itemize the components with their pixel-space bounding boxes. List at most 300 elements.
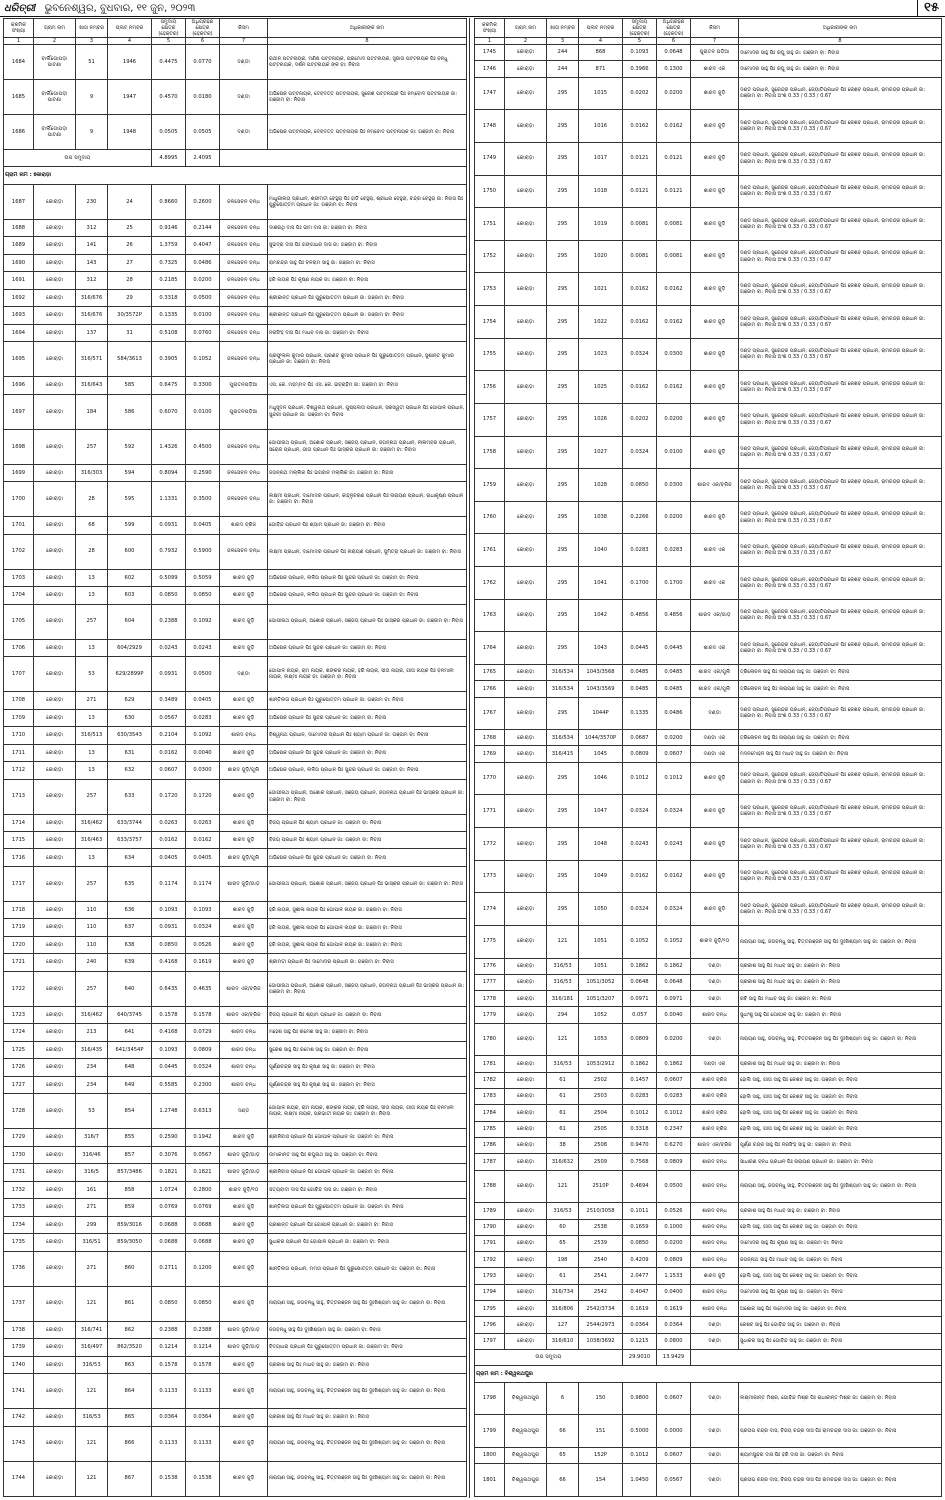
plot-number: 1948 [108,114,152,149]
khata-number: 295 [547,175,579,208]
khata-number: 137 [76,324,108,341]
acquired-area: 0.0850 [186,587,220,604]
acquired-area: 0.4047 [186,237,220,254]
table-row [4,1339,467,1356]
acquired-area: 0.0405 [186,849,220,866]
serial-number: 1768 [475,730,505,746]
khata-number: 244 [547,45,579,61]
column-number: 5 [152,38,186,45]
acquired-area: 0.2590 [186,464,220,481]
table-row [475,599,942,632]
village-name: କୋରାଡ଼ା [34,587,76,604]
total-area: 1.0724 [152,1181,186,1198]
total-area: 0.1862 [623,958,657,974]
village-name: କୋରାଡ଼ା [34,342,76,377]
land-kisam: ଦଣ୍ଡା [691,1464,739,1497]
owner-details: ଅଭିଷେକ ପ୍ରଧାନ ପିଃ ସୁନ୍ଦର ପ୍ରଧାନ ଜା: ଗଞ୍ଜାମ ବା: ନିବାସ [268,849,467,866]
village-name: କୋରାଡ଼ା [34,464,76,481]
plot-number: 31 [108,324,152,341]
land-kisam: ଶାରଦ ଜୁଡ଼ି/୨୦ [691,925,739,958]
village-name: କୋରାଡ଼ା [505,208,547,241]
total-area: 1.1331 [152,482,186,517]
total-area: 0.1012 [623,1105,657,1121]
land-kisam: ଦଣ୍ଡା [691,697,739,730]
serial-number: 1794 [475,1284,505,1300]
table-row [4,831,467,848]
serial-number: 1765 [475,664,505,680]
village-name: କୋରାଡ଼ା [34,814,76,831]
village-name: କୋରାଡ଼ା [34,534,76,569]
khata-number: 184 [76,394,108,429]
table-row [475,371,942,404]
acquired-area: 0.0162 [186,831,220,848]
village-name: ବାର୍ଲିଗୋପଡ଼ା ପାଟଣା [34,45,76,80]
village-name: କୋରାଡ଼ା [34,307,76,324]
village-name: କୋରାଡ଼ା [505,61,547,77]
owner-details: ଦାମୋଦର ସାହୁ ପିଃ କୃଷ୍ଣ ସାହୁ ଜା: ଗଞ୍ଜାମ ବା: ନିବାସ [739,1284,942,1300]
village-name: କୋରାଡ଼ା [34,954,76,971]
subtotal-label: ଉପ ସମୁଦାୟ [4,149,152,166]
plot-number: 2508 [579,1137,623,1153]
table-row [475,1121,942,1137]
khata-number: 316/53 [547,1056,579,1072]
land-kisam: ଶାରଦ ଜୁଡ଼ି/ଗୁଲି [220,849,268,866]
serial-number: 1742 [4,1409,34,1426]
land-kisam: ଶାରଦ ବନ୍ଧ [220,1024,268,1041]
owner-details: ଦଣ୍ଡ ପ୍ରଧାନ, ସୁରେନ୍ଦ୍ର ପ୍ରଧାନ, ଜ୍ୟୋତିପ୍ରଧାନ ପିଃ କେଶବ ପ୍ରଧାନ, ରାମଚନ୍ଦ୍ର ପ୍ରଧାନ ଜା: ଗଞ୍ଜାମ ବା: ନିବାସ ଅଂଶ 0.33 / 0.33 / 0.67 [739,828,942,861]
village-name: କୋରାଡ଼ା [34,692,76,709]
village-name: କୋରାଡ଼ା [34,1321,76,1338]
land-kisam: ଶାରଦ ଜୁଡ଼ି [220,1461,268,1496]
table-row [4,919,467,936]
khata-number: 61 [547,1121,579,1137]
khata-number: 244 [547,61,579,77]
serial-number: 1787 [475,1154,505,1170]
acquired-area: 0.0648 [657,45,691,61]
owner-details: ଜଗନ୍ନାଥ ମଲ୍ଲିକ ପିଃ ଭଗବାନ ମଲ୍ଲିକ ଜା: ଗଞ୍ଜାମ ବା: ନିବାସ [268,464,467,481]
table-row [475,338,942,371]
table-row [475,208,942,241]
serial-number: 1737 [4,1286,34,1321]
serial-number: 1715 [4,831,34,848]
village-name: କୋରାଡ଼ା [34,377,76,394]
serial-number: 1700 [4,482,34,517]
acquired-area: 0.1200 [186,1251,220,1286]
acquired-area: 0.0283 [657,1089,691,1105]
table-row [475,1072,942,1088]
serial-number: 1689 [4,237,34,254]
serial-number: 1801 [475,1464,505,1497]
subtotal-total-area: 29.9010 [623,1350,657,1366]
plot-number: 29 [108,289,152,306]
column-number-row [475,38,942,45]
plot-number: 1022 [579,306,623,339]
serial-number: 1719 [4,919,34,936]
khata-number: 13 [76,709,108,726]
table-row [475,142,942,175]
serial-number: 1761 [475,534,505,567]
plot-number: 1044/3570P [579,730,623,746]
serial-number: 1781 [475,1056,505,1072]
table-header-right [475,19,942,45]
serial-number: 1763 [475,599,505,632]
table-row [4,936,467,953]
land-kisam: ଶାରଦ ବନ୍ଧ [691,1170,739,1203]
table-row [475,893,942,926]
acquired-area: 0.0081 [657,240,691,273]
acquired-area: 0.0040 [657,1007,691,1023]
khata-number: 316/806 [547,1301,579,1317]
acquired-area: 0.0688 [186,1234,220,1251]
khata-number: 316/463 [76,831,108,848]
table-row [4,744,467,761]
village-name: କୋରାଡ଼ା [505,371,547,404]
table-row [475,730,942,746]
khata-number: 295 [547,436,579,469]
owner-details: ଶ୍ରୀକାନ୍ତ ପ୍ରଧାନ ପିଃ ପୁରୁଷୋତ୍ତମ ପ୍ରଧାନ ଜା: ଗଞ୍ଜାମ ବା: ନିବାସ [268,289,467,306]
table-row [4,1356,467,1373]
acquired-area: 0.0121 [657,175,691,208]
column-header: ଗ୍ରାମ ନାମ [505,19,547,38]
dateline: ଭୁବନେଶ୍ୱର, ବୁଧବାର, ୧୧ ଜୁନ, ୨୦୨୩ [44,2,196,14]
land-kisam: ଶାରଦ ଜୁଡ଼ି/ଗାଡ଼ [220,1321,268,1338]
masthead-left [0,3,195,14]
owner-details: ରବି ସାହୁ ପିଃ ମାଧବ ସାହୁ ଜା: ଗଞ୍ଜାମ ବା: ନିବାସ [739,991,942,1007]
plot-number: 600 [108,534,152,569]
masthead [0,0,945,17]
subtotal-row [475,1350,942,1366]
village-name: କୋରାଡ଼ା [34,1006,76,1023]
table-row [4,971,467,1006]
owner-details: ଜଗନ୍ନାଥ ସାହୁ ପିଃ ମାଧବ ସାହୁ ଜା: ଗଞ୍ଜାମ ବା: ନିବାସ [739,1252,942,1268]
total-area: 0.3076 [152,1146,186,1163]
total-area: 0.1093 [152,1041,186,1058]
owner-details: ଗୋପୀନାଥ ପ୍ରଧାନ, ଅଶୋକ ପ୍ରଧାନ, ସଞ୍ଜୟ ପ୍ରଧାନ, ଜଗନ୍ନାଥ ପ୍ରଧାନ ପିଃ ଭାସ୍କର ପ୍ରଧାନ ଜା: ଗଞ୍ଜାମ ବା: ନିବାସ [268,971,467,1006]
village-name: କୋରାଡ଼ା [34,604,76,639]
column-header: ଖାତା ନମ୍ବର [547,19,579,38]
khata-number: 295 [547,828,579,861]
khata-number: 316/181 [547,991,579,1007]
land-kisam: ଶାରଦ ଜୁଡ଼ି [691,795,739,828]
plot-number: 603 [108,587,152,604]
plot-number: 858 [108,1181,152,1198]
plot-number: 584/3613 [108,342,152,377]
table-row [475,403,942,436]
serial-number: 1780 [475,1023,505,1056]
village-name: କୋରାଡ଼ା [34,1426,76,1461]
owner-details: ଅଶୋକ ସାହୁ ପିଃ ଦାମୋଦର ସାହୁ ଜା: ଗଞ୍ଜାମ ବା: ନିବାସ [739,1301,942,1317]
village-name: କୋରାଡ଼ା [34,1041,76,1058]
village-name: ବିଶ୍ୱନାଥପୁର [505,1415,547,1448]
table-row [475,664,942,680]
plot-number: 27 [108,254,152,271]
land-kisam: ଶାରଦ ଏକ [691,567,739,600]
land-kisam: ଶାରଦ ଜୁଡ଼ି [220,587,268,604]
owner-details: ଦଣ୍ଡ ପ୍ରଧାନ, ସୁରେନ୍ଦ୍ର ପ୍ରଧାନ, ଜ୍ୟୋତିପ୍ରଧାନ ପିଃ କେଶବ ପ୍ରଧାନ, ରାମଚନ୍ଦ୍ର ପ୍ରଧାନ ଜା: ଗଞ୍ଜାମ ବା: ନିବାସ ଅଂଶ 0.33 / 0.33 / 0.67 [739,762,942,795]
owner-details: ହୋଲି ସାହୁ, ଗୀତା ସାହୁ ପିଃ କେଶବ ସାହୁ ଜା: ଗଞ୍ଜାମ ବା: ନିବାସ [739,1072,942,1088]
total-area: 0.0162 [623,371,657,404]
subtotal-acquired-area: 2.4095 [186,149,220,166]
total-area: 0.2185 [152,272,186,289]
owner-details: ଶାନ୍ତିଲତା ପ୍ରଧାନ, ମମତା ପ୍ରଧାନ ପିଃ ପୁରୁଷୋତ୍ତମ ପ୍ରଧାନ ଜା: ଗଞ୍ଜାମ ବା: ନିବାସ [268,1251,467,1286]
land-kisam: ଜଳସେଚନ ବନ୍ଧ [220,534,268,569]
village-name: କୋରାଡ଼ା [505,1007,547,1023]
column-header: ସମୁଦାୟ କ୍ଷେତ୍ର (ହେକ୍ଟର) [152,19,186,38]
serial-number: 1684 [4,45,34,80]
total-area: 0.1093 [623,45,657,61]
land-kisam: ଶାରଦ ବନ୍ଧ [220,727,268,744]
village-name: କୋରାଡ଼ା [505,828,547,861]
total-area: 0.0324 [623,436,657,469]
acquired-area: 0.0324 [186,1059,220,1076]
khata-number: 299 [76,1216,108,1233]
table-body-left [4,45,467,1497]
plot-number: 863 [108,1356,152,1373]
land-kisam: ଜଳସେଚନ ବନ୍ଧ [220,307,268,324]
table-row [475,175,942,208]
village-name: କୋରାଡ଼ା [34,1461,76,1496]
village-name: କୋରାଡ଼ା [34,1181,76,1198]
land-kisam: ଶାରଦ ଜୁଡ଼ି [220,814,268,831]
khata-number: 295 [547,567,579,600]
acquired-area: 0.1093 [186,901,220,918]
serial-number: 1754 [475,306,505,339]
acquired-area: 0.0648 [657,974,691,990]
acquired-area: 0.4856 [657,599,691,632]
serial-number: 1706 [4,639,34,656]
owner-details: ଦଣ୍ଡ ପ୍ରଧାନ, ସୁରେନ୍ଦ୍ର ପ୍ରଧାନ, ଜ୍ୟୋତିପ୍ରଧାନ ପିଃ କେଶବ ପ୍ରଧାନ, ରାମଚନ୍ଦ୍ର ପ୍ରଧାନ ଜା: ଗଞ୍ଜାମ ବା: ନିବାସ ଅଂଶ 0.33 / 0.33 / 0.67 [739,77,942,110]
plot-number: 1043 [579,632,623,665]
land-kisam: ଦଣ୍ଡା [691,1447,739,1463]
plot-number: 855 [108,1129,152,1146]
plot-number: 859/3050 [108,1234,152,1251]
owner-details: ଏସ. କେ. ମହମ୍ମଦ ପିଃ ଏସ. କେ. ଇବ୍ରାହିମ ଜା: ଗଞ୍ଜାମ ବା: ନିବାସ [268,377,467,394]
plot-number: 632 [108,762,152,779]
serial-number: 1789 [475,1203,505,1219]
table-row [475,681,942,697]
land-kisam: ଜଳସେଚନ ବନ୍ଧ [220,289,268,306]
land-kisam: ଶାରଦ ବନ୍ଧ [220,1076,268,1093]
acquired-area: 0.1092 [186,604,220,639]
owner-details: ହୋଲି ସାହୁ, ଗୀତା ସାହୁ ପିଃ କେଶବ ସାହୁ ଜା: ଗଞ୍ଜାମ ବା: ନିବାସ [739,1105,942,1121]
khata-number: 316/734 [547,1284,579,1300]
plot-number: 1051/3052 [579,974,623,990]
table-row [475,1105,942,1121]
village-name: କୋରାଡ଼ା [34,1286,76,1321]
plot-number: 1038 [579,501,623,534]
land-kisam: ଶାରଦ ଜୁଡ଼ି [691,77,739,110]
land-kisam: ଶାରଦ ଜୁଡ଼ି [220,604,268,639]
owner-details: ସୁଧାଂଶୁ ସାହୁ ପିଃ ଗୋପାଳ ସାହୁ ଜା: ଗଞ୍ଜାମ ବା: ନିବାସ [739,1007,942,1023]
plot-number: 1028 [579,469,623,502]
plot-number: 1040 [579,534,623,567]
acquired-area: 0.0405 [186,517,220,534]
total-area: 0.1012 [623,1447,657,1463]
village-name: କୋରାଡ଼ା [505,142,547,175]
serial-number: 1753 [475,273,505,306]
table-row [4,954,467,971]
owner-details: ବିଜୟ ପ୍ରଧାନ ପିଃ ଶ୍ୟାମ ପ୍ରଧାନ ଜା: ଗଞ୍ଜାମ ବା: ନିବାସ [268,814,467,831]
acquired-area: 0.0100 [657,436,691,469]
land-kisam: ଶାରଦ ବନ୍ଧ [220,1041,268,1058]
owner-details: ହୋଲି ସାହୁ, ଗୀତା ସାହୁ ପିଃ କେଶବ ସାହୁ ଜା: ଗଞ୍ଜାମ ବା: ନିବାସ [739,1268,942,1284]
table-row [4,1006,467,1023]
serial-number: 1743 [4,1426,34,1461]
owner-details: ଦଣ୍ଡ ପ୍ରଧାନ, ସୁରେନ୍ଦ୍ର ପ୍ରଧାନ, ଜ୍ୟୋତିପ୍ରଧାନ ପିଃ କେଶବ ପ୍ରଧାନ, ରାମଚନ୍ଦ୍ର ପ୍ରଧାନ ଜା: ଗଞ୍ଜାମ ବା: ନିବାସ ଅଂଶ 0.33 / 0.33 / 0.67 [739,338,942,371]
page-number: ୧୫ [917,0,945,16]
serial-number: 1784 [475,1105,505,1121]
village-name: କୋରାଡ଼ା [34,709,76,726]
total-area: 0.0850 [623,1235,657,1251]
plot-number: 1043/3569 [579,681,623,697]
table-row [475,1137,942,1153]
khata-number: 316/676 [76,289,108,306]
serial-number: 1775 [475,925,505,958]
serial-number: 1729 [4,1129,34,1146]
plot-number: 861 [108,1286,152,1321]
table-row [475,1089,942,1105]
table-row [4,587,467,604]
owner-details: ବିଶ୍ୱନାଥ ପ୍ରଧାନ, ଦାମୋଦର ପ୍ରଧାନ ପିଃ ଶ୍ୟାମ ପ୍ରଧାନ ଜା: ଗଞ୍ଜାମ ବା: ନିବାସ [268,727,467,744]
village-name: କୋରାଡ଼ା [505,1170,547,1203]
column-number: 6 [186,38,220,45]
village-name: କୋରାଡ଼ା [34,1339,76,1356]
paper-name: ଧରିତ୍ରୀ [4,2,36,14]
acquired-area: 0.0729 [186,1024,220,1041]
serial-number: 1758 [475,436,505,469]
acquired-area: 0.1538 [186,1461,220,1496]
land-table-right [474,18,942,1497]
owner-details: ଶାନ୍ତିଲତା ପ୍ରଧାନ ପିଃ ପୁରୁଷୋତ୍ତମ ପ୍ରଧାନ ଜା: ଗଞ୍ଜାମ ବା: ନିବାସ [268,692,467,709]
land-kisam: ଶାରଦ ଜୁଡ଼ି [220,1409,268,1426]
owner-details: ନାରାୟଣ ସାହୁ, ଜଗବନ୍ଧୁ ସାହୁ, ଚିତ୍ତରଞ୍ଜନ ସାହୁ ପିଃ ଦୁଃଖିଶ୍ୟାମ ସାହୁ ଜା: ଗଞ୍ଜାମ ବା: ନିବାସ [739,1170,942,1203]
plot-number: 1052 [579,1007,623,1023]
khata-number: 61 [547,1089,579,1105]
land-kisam: ଦଣ୍ଡା [691,1382,739,1415]
acquired-area: 0.0486 [657,697,691,730]
khata-number: 13 [76,744,108,761]
total-area: 0.9470 [623,1137,657,1153]
serial-number: 1707 [4,657,34,692]
owner-details: ଅଭିଷେକ ପଟ୍ଟନାୟକ, ଦେବଦତ୍ତ ପଟ୍ଟନାୟକ ପିଃ ନମ୍ବୋଦ ପଟ୍ଟନାୟକ ଜା: ଗଞ୍ଜାମ ବା: ନିବାସ [268,114,467,149]
table-row [475,1447,942,1463]
land-kisam: ଶାରଦ ବନ୍ଧ [691,1301,739,1317]
khata-number: 295 [547,697,579,730]
owner-details: ଶ୍ୟାମସୁନ୍ଦର ଦାସ ପିଃ ହରି ଦାସ ଜା: ଗଞ୍ଜାମ ବା: ନିବାସ [739,1447,942,1463]
serial-number: 1800 [475,1447,505,1463]
total-area: 0.9800 [623,1382,657,1415]
table-row [4,639,467,656]
owner-details: ଦାମୋଦର ସାହୁ ପିଃ କୃଷ୍ଣ ସାହୁ ଜା: ଗଞ୍ଜାମ ବା: ନିବାସ [739,1235,942,1251]
serial-number: 1749 [475,142,505,175]
serial-number: 1774 [475,893,505,926]
acquired-area: 0.0243 [657,828,691,861]
table-row [475,1056,942,1072]
total-area: 0.1011 [623,1203,657,1219]
owner-details: ହରି ନାୟକ, ସୁଶୀଳା ନାୟକ ପିଃ ଗୋପାଳ ନାୟକ ଜା: ଗଞ୍ଜାମ ବା: ନିବାସ [268,936,467,953]
acquired-area: 0.0300 [186,762,220,779]
acquired-area: 0.0526 [657,1203,691,1219]
total-area: 0.0121 [623,142,657,175]
serial-number: 1785 [475,1121,505,1137]
plot-number: 640 [108,971,152,1006]
plot-number: 649 [108,1076,152,1093]
khata-number: 295 [547,795,579,828]
table-row [475,501,942,534]
plot-number: 26 [108,237,152,254]
serial-number: 1728 [4,1094,34,1129]
acquired-area: 0.1862 [657,958,691,974]
village-name: କୋରାଡ଼ା [34,254,76,271]
serial-number: 1691 [4,272,34,289]
village-name: କୋରାଡ଼ା [505,1317,547,1333]
owner-details: ଅଭିଷେକ ପ୍ରଧାନ ପିଃ ସୁନ୍ଦର ପ୍ରଧାନ ଜା: ଗଞ୍ଜାମ ବା: ନିବାସ [268,744,467,761]
khata-number: 38 [547,1137,579,1153]
khata-number: 295 [547,469,579,502]
table-row [4,1426,467,1461]
owner-details: ସୁରେଶ ସାହୁ ପିଃ ରମେଶ ସାହୁ ଜା: ଗଞ୍ଜାମ ବା: ନିବାସ [268,1041,467,1058]
plot-number: 1053 [579,1023,623,1056]
owner-details: ମହେଶ ସାହୁ ପିଃ ରମେଶ ସାହୁ ଜା: ଗଞ୍ଜାମ ବା: ନିବାସ [268,1024,467,1041]
khata-number: 110 [76,901,108,918]
land-kisam: ଜଳସେଚନ ବନ୍ଧ [220,464,268,481]
land-kisam: ଶାରଦ ଜୁଡ଼ି [691,175,739,208]
village-name: କୋରାଡ଼ା [34,1024,76,1041]
table-row [4,464,467,481]
acquired-area: 0.0081 [657,208,691,241]
village-name: କୋରାଡ଼ା [34,1356,76,1373]
acquired-area: 0.1052 [657,925,691,958]
serial-number: 1704 [4,587,34,604]
land-kisam: ଶାରଦ ଏକ/ଗୁଲି [691,681,739,697]
village-section-row [475,1366,942,1382]
land-kisam: ଶାରଦ ଜୁଡ଼ି [220,1356,268,1373]
table-row [4,1146,467,1163]
acquired-area: 0.0200 [657,501,691,534]
plot-number: 154 [579,1464,623,1497]
owner-details: ଲକ୍ଷ୍ମୀ ପ୍ରଧାନ, ଦାମୋଦର ପ୍ରଧାନ ପିଃ ନାରାୟଣ ପ୍ରଧାନ, ସୁମିତ୍ରା ପ୍ରଧାନ ଜା: ଗଞ୍ଜାମ ବା: ନିବାସ [268,534,467,569]
acquired-area: 0.0607 [657,1382,691,1415]
serial-number: 1688 [4,219,34,236]
village-name: କୋରାଡ଼ା [34,1164,76,1181]
acquired-area: 0.0770 [186,45,220,80]
table-row [4,394,467,429]
owner-details: ଦଣ୍ଡ ପ୍ରଧାନ, ସୁରେନ୍ଦ୍ର ପ୍ରଧାନ, ଜ୍ୟୋତିପ୍ରଧାନ ପିଃ କେଶବ ପ୍ରଧାନ, ରାମଚନ୍ଦ୍ର ପ୍ରଧାନ ଜା: ଗଞ୍ଜାମ ବା: ନିବାସ ଅଂଶ 0.33 / 0.33 / 0.67 [739,371,942,404]
land-kisam: ଶାରଦ ଏକ [691,61,739,77]
khata-number: 257 [76,866,108,901]
village-name: ବିଶ୍ୱନାଥପୁର [505,1382,547,1415]
plot-number: 1053/2912 [579,1056,623,1072]
plot-number: 1026 [579,403,623,436]
khata-number: 121 [547,1170,579,1203]
plot-number: 859/3016 [108,1216,152,1233]
plot-number: 857/3486 [108,1164,152,1181]
land-kisam: ଦଣ୍ଡ [220,1094,268,1129]
village-name: କୋରାଡ଼ା [34,289,76,306]
acquired-area: 0.1092 [186,727,220,744]
serial-number: 1685 [4,79,34,114]
table-row [475,240,942,273]
serial-number: 1772 [475,828,505,861]
table-row [475,110,942,143]
village-name: କୋରାଡ଼ା [34,482,76,517]
serial-number: 1702 [4,534,34,569]
land-kisam: ଶାରଦ ଜୁଡ଼ି [691,436,739,469]
owner-details: ଗୋପାଳ ନାୟକ, ରାମ ନାୟକ, ଶଙ୍କର ନାୟକ, ହରି ନାୟକ, ସୀତା ନାୟକ, ଗୀତା ନାୟକ ପିଃ ବନମାଳୀ ନାୟକ, ଲକ୍ଷ୍ମୀ ନାୟକ ଜା: ଗଞ୍ଜାମ ବା: ନିବାସ [268,657,467,692]
khata-number: 121 [76,1461,108,1496]
plot-number: 24 [108,184,152,219]
village-name: କୋରାଡ଼ା [34,272,76,289]
